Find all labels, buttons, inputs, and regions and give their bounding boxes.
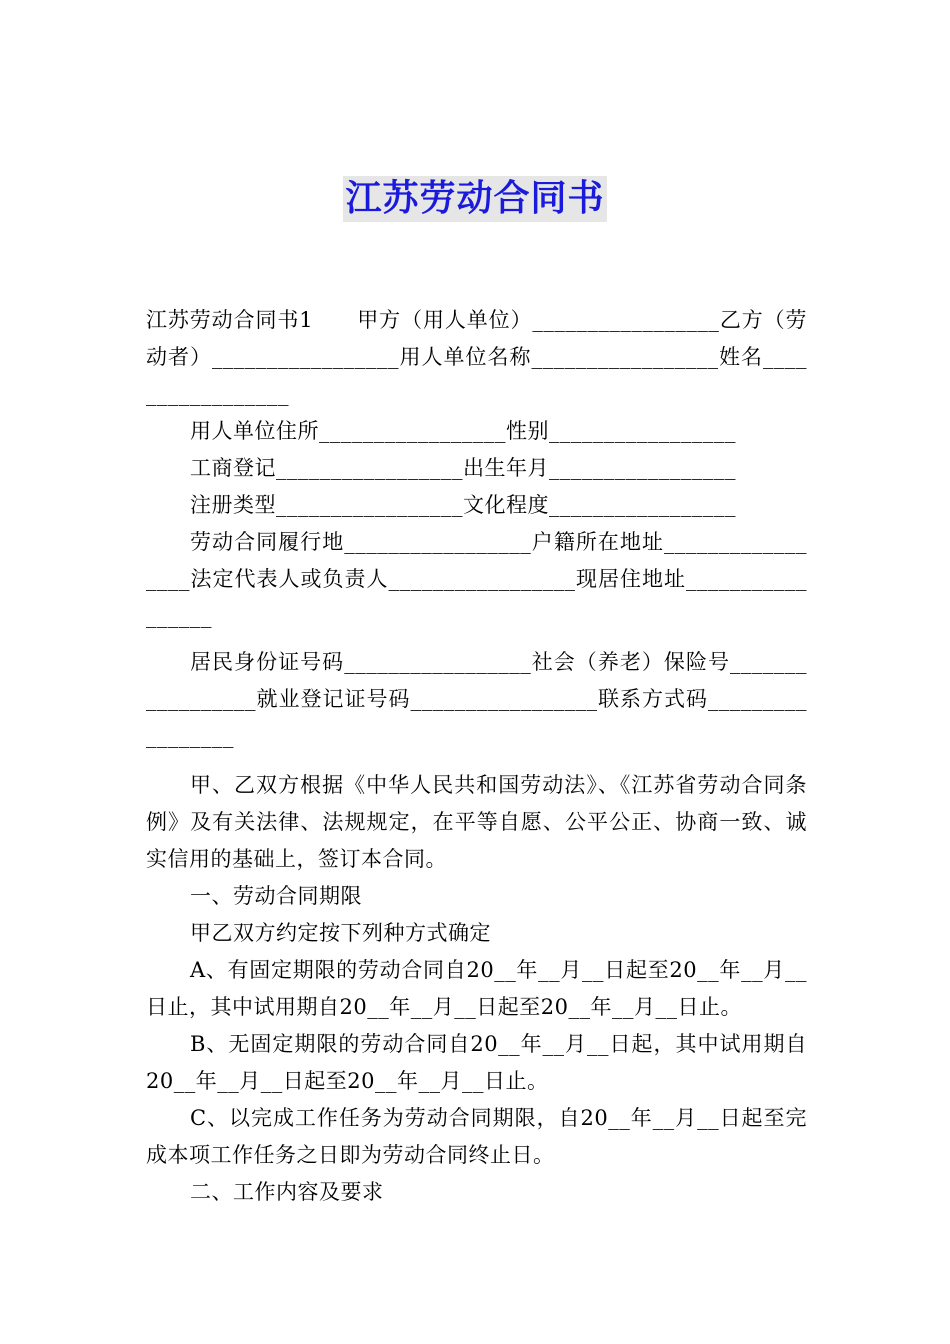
document-body <box>146 302 807 1211</box>
paragraph-option-b: B、无固定期限的劳动合同自20__年__月__日起，其中试用期自20__年__月__日起至20__年__月__日止。 <box>146 1032 807 1093</box>
paragraph-employer-address: 用人单位住所_________________性别_________________ <box>190 419 736 443</box>
section-heading-contract-term: 一、劳动合同期限 <box>190 884 362 908</box>
paragraph-option-a: A、有固定期限的劳动合同自20__年__月__日起至20__年__月__日止，其中试用期自20__年__月__日起至20__年__月__日止。 <box>146 958 807 1019</box>
paragraph-parties: 江苏劳动合同书1 甲方（用人单位）_________________乙方（劳动者）_________________用人单位名称_________________姓名_________________ <box>146 308 807 406</box>
paragraph-work-location: 劳动合同履行地_________________户籍所在地址_________________法定代表人或负责人_________________现居住地址_________________ <box>146 530 807 628</box>
paragraph-legal-basis: 甲、乙双方根据《中华人民共和国劳动法》、《江苏省劳动合同条例》及有关法律、法规规定，在平等自愿、公平公正、协商一致、诚实信用的基础上，签订本合同。 <box>146 773 807 871</box>
paragraph-id-number: 居民身份证号码_________________社会（养老）保险号_________________就业登记证号码_________________联系方式码_________________ <box>146 650 807 748</box>
paragraph-business-registration: 工商登记_________________出生年月_________________ <box>190 456 736 480</box>
paragraph-term-method: 甲乙双方约定按下列种方式确定 <box>190 921 491 945</box>
section-heading-work-content: 二、工作内容及要求 <box>190 1180 384 1204</box>
paragraph-option-c: C、以完成工作任务为劳动合同期限，自20__年__月__日起至完成本项工作任务之日即为劳动合同终止日。 <box>146 1106 807 1167</box>
document-title: 江苏劳动合同书 <box>343 176 606 222</box>
paragraph-registration-type: 注册类型_________________文化程度_________________ <box>190 493 736 517</box>
title-container <box>0 176 950 222</box>
